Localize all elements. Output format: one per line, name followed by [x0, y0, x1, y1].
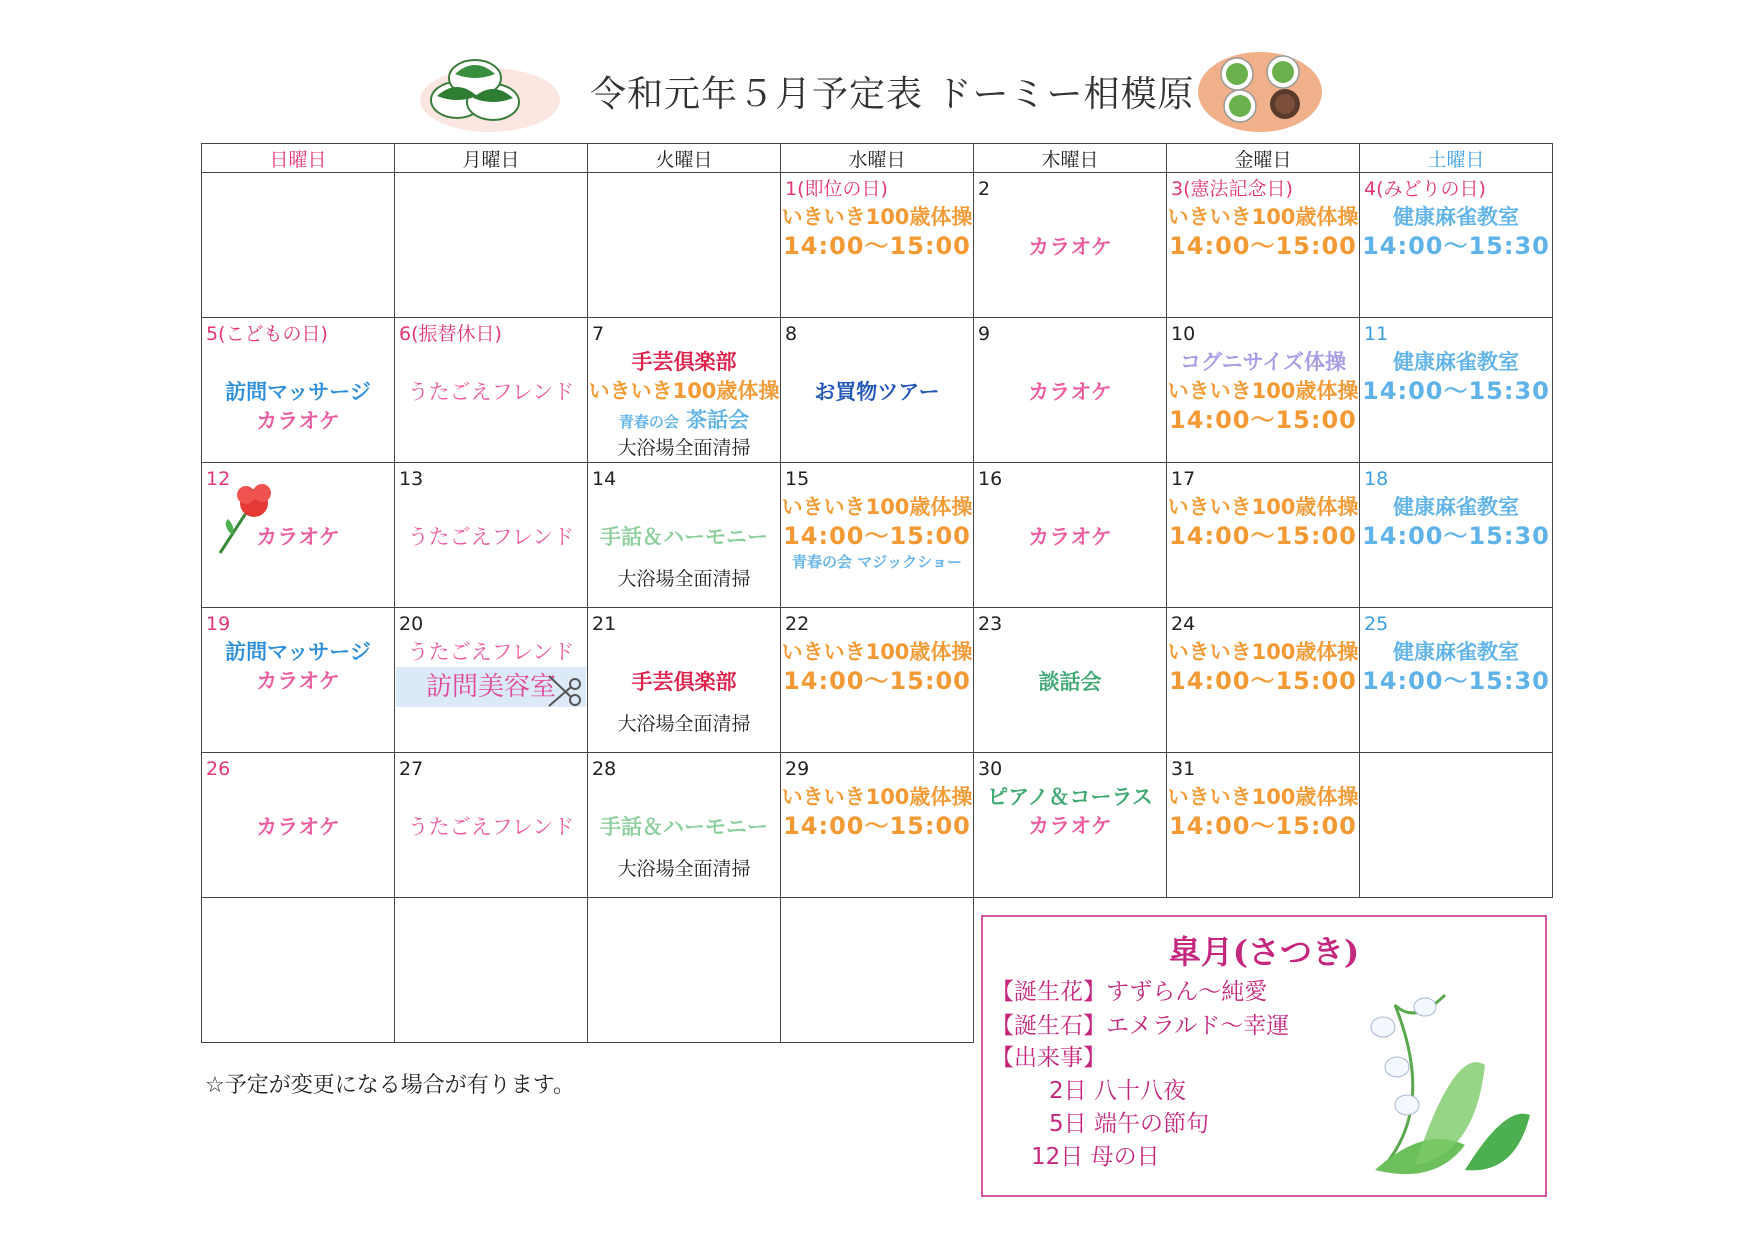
day-cell-26	[202, 753, 395, 898]
day-cell-6	[395, 318, 588, 463]
event-karaoke: カラオケ	[1028, 380, 1112, 404]
day-cell-12	[202, 463, 395, 608]
event-mothers-day: 12日 母の日	[1031, 1144, 1160, 1170]
event-time: 14:00～15:30	[1362, 522, 1550, 550]
day-cell	[781, 898, 974, 1043]
day-cell-21	[588, 608, 781, 753]
day-cell-4	[1360, 173, 1553, 318]
day-label: 3(憲法記念日)	[1171, 178, 1293, 200]
event-utagoe: うたごえフレンド	[407, 380, 575, 404]
day-cell-13	[395, 463, 588, 608]
event-exercise: いきいき100歳体操	[781, 495, 973, 519]
event-karaoke: カラオケ	[256, 525, 340, 549]
event-massage: 訪問マッサージ	[225, 640, 371, 664]
event-exercise: いきいき100歳体操	[588, 379, 780, 403]
day-label: 30	[978, 758, 1003, 780]
day-cell-31	[1167, 753, 1360, 898]
day-cell	[1360, 753, 1553, 898]
event-time: 14:00～15:30	[1362, 232, 1550, 260]
day-cell-1	[781, 173, 974, 318]
schedule-change-note: ☆予定が変更になる場合が有ります。	[205, 1073, 575, 1098]
day-label: 13	[399, 468, 424, 490]
event-discussion: 談話会	[1038, 670, 1102, 694]
day-label: 29	[785, 758, 810, 780]
event-cognicise: コグニサイズ体操	[1180, 350, 1346, 374]
day-cell	[588, 898, 781, 1043]
birth-flower: 【誕生花】すずらん～純愛	[991, 979, 1268, 1005]
event-sign-language: 手話＆ハーモニー	[600, 815, 768, 839]
event-exercise: いきいき100歳体操	[1167, 640, 1359, 664]
event-tea-party	[619, 406, 749, 435]
day-label: 7	[592, 323, 605, 345]
event-shopping-tour: お買物ツアー	[814, 380, 940, 404]
day-label: 25	[1364, 613, 1389, 635]
carnation-icon	[212, 475, 282, 555]
day-label: 22	[785, 613, 810, 635]
scissors-icon	[545, 670, 585, 710]
day-cell-23	[974, 608, 1167, 753]
weekday-tuesday: 火曜日	[588, 144, 781, 173]
event-exercise: いきいき100歳体操	[1167, 205, 1359, 229]
event-time: 14:00～15:00	[1169, 406, 1357, 434]
day-label: 20	[399, 613, 424, 635]
day-cell	[395, 898, 588, 1043]
day-label: 4(みどりの日)	[1364, 178, 1486, 200]
day-label: 12	[206, 468, 231, 490]
week-row-5	[202, 753, 1553, 898]
day-cell-2	[974, 173, 1167, 318]
day-label: 1(即位の日)	[785, 178, 888, 200]
week-row-1	[202, 173, 1553, 318]
day-cell-30	[974, 753, 1167, 898]
event-time: 14:00～15:00	[1169, 812, 1357, 840]
day-cell-24	[1167, 608, 1360, 753]
day-label: 17	[1171, 468, 1196, 490]
event-mahjong: 健康麻雀教室	[1393, 640, 1519, 664]
event-tea-party-label: 茶話会	[686, 408, 750, 432]
day-label: 6(振替休日)	[399, 323, 502, 345]
day-cell-14	[588, 463, 781, 608]
event-hachijuhachiya: 2日 八十八夜	[1049, 1078, 1186, 1104]
event-karaoke: カラオケ	[1028, 814, 1112, 838]
event-bath-cleaning: 大浴場全面清掃	[617, 858, 751, 880]
day-label: 18	[1364, 468, 1389, 490]
day-label: 9	[978, 323, 991, 345]
event-utagoe: うたごえフレンド	[407, 525, 575, 549]
day-cell-7	[588, 318, 781, 463]
day-cell	[395, 173, 588, 318]
event-time: 14:00～15:00	[1169, 232, 1357, 260]
day-cell-16	[974, 463, 1167, 608]
day-cell-3	[1167, 173, 1360, 318]
event-time: 14:00～15:00	[783, 667, 971, 695]
day-label: 21	[592, 613, 617, 635]
day-label: 5(こどもの日)	[206, 323, 328, 345]
event-mahjong: 健康麻雀教室	[1393, 350, 1519, 374]
day-cell-29	[781, 753, 974, 898]
day-label: 27	[399, 758, 424, 780]
day-cell	[202, 898, 395, 1043]
day-cell-27	[395, 753, 588, 898]
event-exercise: いきいき100歳体操	[1167, 785, 1359, 809]
event-time: 14:00～15:00	[783, 522, 971, 550]
event-karaoke: カラオケ	[256, 409, 340, 433]
day-label: 31	[1171, 758, 1196, 780]
day-cell-5	[202, 318, 395, 463]
week-row-2	[202, 318, 1553, 463]
day-label: 14	[592, 468, 617, 490]
day-label: 24	[1171, 613, 1196, 635]
day-label: 23	[978, 613, 1003, 635]
event-karaoke: カラオケ	[1028, 235, 1112, 259]
event-magic-show: 青春の会 マジックショー	[792, 553, 962, 571]
event-time: 14:00～15:00	[1169, 667, 1357, 695]
weekday-sunday: 日曜日	[202, 144, 395, 173]
month-name-title: 皐月(さつき)	[1168, 933, 1360, 971]
event-bath-cleaning: 大浴場全面清掃	[617, 437, 751, 459]
week-row-4	[202, 608, 1553, 753]
day-cell	[588, 173, 781, 318]
weekday-wednesday: 水曜日	[781, 144, 974, 173]
event-handicraft: 手芸倶楽部	[631, 670, 737, 694]
day-label: 26	[206, 758, 231, 780]
day-label: 8	[785, 323, 798, 345]
day-cell-19	[202, 608, 395, 753]
event-bath-cleaning: 大浴場全面清掃	[617, 568, 751, 590]
event-sign-language: 手話＆ハーモニー	[600, 525, 768, 549]
day-cell-17	[1167, 463, 1360, 608]
event-tango: 5日 端午の節句	[1049, 1111, 1209, 1137]
event-time: 14:00～15:00	[783, 812, 971, 840]
weekday-header-row	[202, 144, 1553, 173]
day-cell-8	[781, 318, 974, 463]
weekday-saturday: 土曜日	[1360, 144, 1553, 173]
day-cell-28	[588, 753, 781, 898]
birth-stone: 【誕生石】エメラルド～幸運	[991, 1013, 1290, 1039]
event-exercise: いきいき100歳体操	[1167, 495, 1359, 519]
event-karaoke: カラオケ	[256, 669, 340, 693]
day-cell	[202, 173, 395, 318]
event-karaoke: カラオケ	[256, 815, 340, 839]
event-group-name: 青春の会	[618, 413, 679, 431]
event-utagoe: うたごえフレンド	[407, 640, 575, 664]
green-tea-icon	[1195, 44, 1325, 134]
day-cell-9	[974, 318, 1167, 463]
kashiwa-mochi-icon	[415, 38, 565, 138]
event-exercise: いきいき100歳体操	[1167, 379, 1359, 403]
event-handicraft: 手芸倶楽部	[631, 350, 737, 374]
day-label: 2	[978, 178, 991, 200]
event-bath-cleaning: 大浴場全面清掃	[617, 713, 751, 735]
day-label: 16	[978, 468, 1003, 490]
lily-of-the-valley-icon	[1355, 985, 1545, 1185]
day-cell-25	[1360, 608, 1553, 753]
event-mahjong: 健康麻雀教室	[1393, 495, 1519, 519]
day-label: 15	[785, 468, 810, 490]
event-mahjong: 健康麻雀教室	[1393, 205, 1519, 229]
event-exercise: いきいき100歳体操	[781, 785, 973, 809]
day-cell-22	[781, 608, 974, 753]
event-time: 14:00～15:30	[1362, 377, 1550, 405]
day-cell-10	[1167, 318, 1360, 463]
weekday-monday: 月曜日	[395, 144, 588, 173]
week-row-3	[202, 463, 1553, 608]
day-label: 11	[1364, 323, 1389, 345]
event-massage: 訪問マッサージ	[225, 380, 371, 404]
day-cell-15	[781, 463, 974, 608]
page-title: 令和元年５月予定表 ドーミー相模原	[590, 74, 1195, 115]
day-label: 28	[592, 758, 617, 780]
events-heading: 【出来事】	[991, 1045, 1106, 1071]
weekday-friday: 金曜日	[1167, 144, 1360, 173]
event-exercise: いきいき100歳体操	[781, 640, 973, 664]
day-cell-20	[395, 608, 588, 753]
weekday-thursday: 木曜日	[974, 144, 1167, 173]
event-piano-chorus: ピアノ＆コーラス	[987, 785, 1153, 809]
event-exercise: いきいき100歳体操	[781, 205, 973, 229]
day-cell-11	[1360, 318, 1553, 463]
event-beauty-salon: 訪問美容室	[396, 667, 586, 707]
event-utagoe: うたごえフレンド	[407, 815, 575, 839]
day-cell-18	[1360, 463, 1553, 608]
event-karaoke: カラオケ	[1028, 525, 1112, 549]
day-label: 10	[1171, 323, 1196, 345]
calendar-table	[201, 143, 1553, 1043]
event-time: 14:00～15:00	[1169, 522, 1357, 550]
event-time: 14:00～15:00	[783, 232, 971, 260]
day-label: 19	[206, 613, 231, 635]
event-time: 14:00～15:30	[1362, 667, 1550, 695]
